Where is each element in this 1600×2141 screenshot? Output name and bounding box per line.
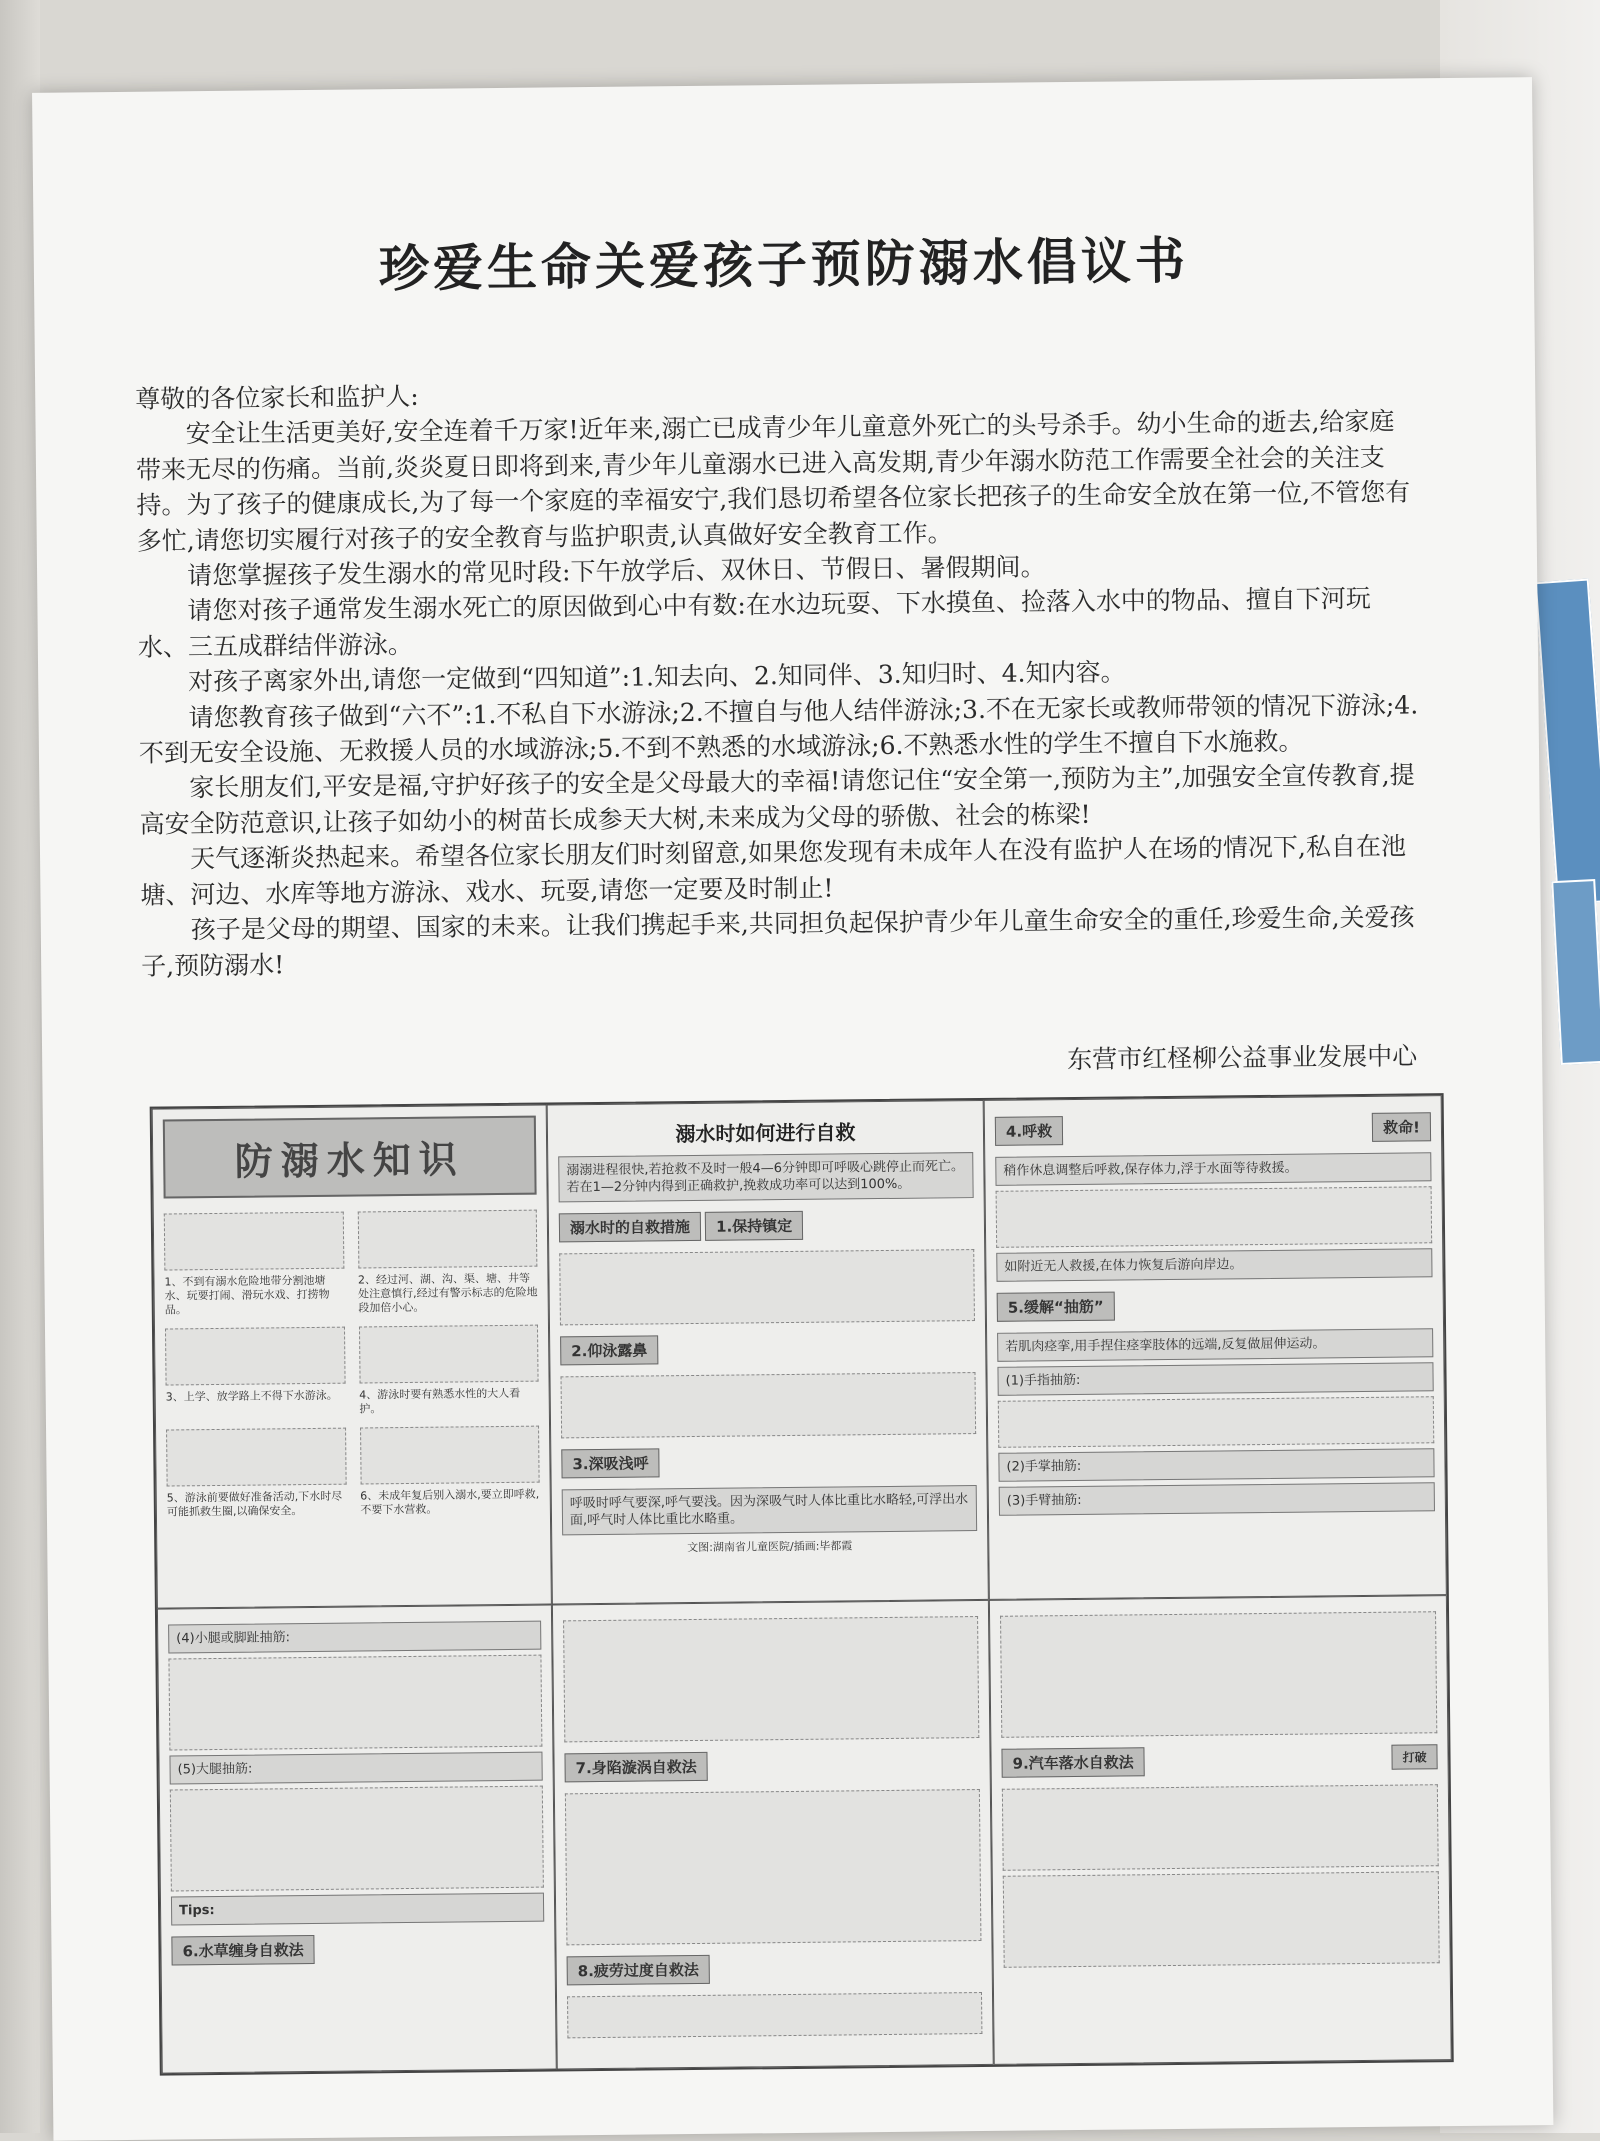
- self-rescue-measures: 溺水时的自救措施: [559, 1212, 701, 1242]
- poster-grid: [150, 1093, 1454, 2075]
- step5-title: 5.缓解“抽筋”: [997, 1292, 1115, 1322]
- document-title: 珍爱生命关爱孩子预防溺水倡议书: [378, 231, 1190, 299]
- illustration: [998, 1396, 1434, 1448]
- step4-title: 4.呼救: [995, 1116, 1063, 1146]
- leg-cramp-panel: [157, 1604, 557, 2073]
- illustration: [166, 1428, 346, 1487]
- source-credit: 文图:湖南省儿童医院/插画:毕都霞: [687, 1539, 853, 1555]
- step8-title: 8.疲劳过度自救法: [567, 1955, 710, 1985]
- knowledge-list: [164, 1205, 540, 1520]
- cramp-calf: (4)小腿或脚趾抽筋:: [168, 1621, 541, 1654]
- knowledge-title: 防溺水知识: [163, 1116, 537, 1199]
- knowledge-item: [358, 1320, 538, 1417]
- car-break-label: 打破: [1391, 1744, 1437, 1769]
- knowledge-panel: [152, 1105, 552, 1609]
- knowledge-item: [359, 1421, 539, 1518]
- illustration: [996, 1186, 1433, 1248]
- illustration: [563, 1616, 979, 1742]
- knowledge-caption: 6、未成年复后别入溺水,要立即呼救,不要下水营救。: [360, 1487, 540, 1517]
- cramp-arm: (3)手臂抽筋:: [999, 1482, 1435, 1516]
- illustration: [164, 1212, 344, 1271]
- illustration: [1003, 1871, 1440, 1968]
- step4-text: 稍作休息调整后呼救,保存体力,浮于水面等待救援。: [995, 1152, 1431, 1186]
- knowledge-caption: 4、游泳时要有熟悉水性的大人看护。: [359, 1386, 521, 1416]
- self-rescue-title: 溺水时如何进行自救: [675, 1120, 856, 1147]
- illustration: [170, 1786, 544, 1892]
- illustration: [358, 1325, 538, 1384]
- cramp-palm: (2)手掌抽筋:: [998, 1448, 1434, 1482]
- step6-title: 6.水草缠身自救法: [171, 1935, 314, 1965]
- tips-box: [171, 1893, 544, 1926]
- knowledge-item: [357, 1205, 538, 1316]
- knowledge-caption: 2、经过河、湖、沟、渠、塘、井等处注意慎行,经过有警示标志的危险地段加倍小心。: [357, 1271, 538, 1315]
- step9-title: 9.汽车落水自救法: [1001, 1747, 1144, 1777]
- step1-title: 1.保持镇定: [705, 1211, 803, 1241]
- step2-title: 2.仰泳露鼻: [560, 1335, 658, 1365]
- cramp-thigh: (5)大腿抽筋:: [169, 1752, 542, 1785]
- step7-title: 7.身陷漩涡自救法: [564, 1752, 707, 1782]
- illustration: [1000, 1611, 1437, 1738]
- knowledge-item: [165, 1322, 345, 1419]
- paragraph: 对孩子离家外出,请您一定做到“四知道”:1.知去向、2.知同伴、3.知归时、4.知内容。: [188, 657, 1126, 697]
- illustration: [565, 1789, 982, 1945]
- knowledge-item: [164, 1207, 345, 1318]
- illustration: [360, 1426, 540, 1485]
- step3-title: 3.深吸浅呼: [561, 1448, 659, 1478]
- paragraph: 天气逐渐炎热起来。希望各位家长朋友们时刻留意,如果您发现有未成年人在没有监护人在场的情况下,私自在池塘、河边、水库等地方游泳、戏水、玩耍,请您一定要及时制止!: [140, 831, 1407, 910]
- illustration: [559, 1249, 975, 1325]
- step4-note: 如附近无人救援,在体力恢复后游向岸边。: [996, 1248, 1432, 1282]
- illustration: [567, 1992, 982, 2038]
- help-cramp-panel: [984, 1095, 1447, 1600]
- illustration: [1002, 1784, 1439, 1871]
- knowledge-caption: 3、上学、放学路上不得下水游泳。: [165, 1388, 338, 1404]
- blue-card: [1551, 879, 1600, 1065]
- tips-label: Tips:: [179, 1903, 215, 1919]
- paragraph: 请您教育孩子做到“六不”:1.不私自下水游泳;2.不擅自与他人结伴游泳;3.不在无家长或教师带领的情况下游泳;4.不到无安全设施、无救援人员的水域游泳;5.不到不熟悉的水域游泳;6.不熟悉水性的学生不擅自下水施救。: [138, 690, 1419, 768]
- self-rescue-panel: [547, 1100, 989, 1605]
- illustration: [357, 1210, 537, 1269]
- illustration: [165, 1327, 345, 1386]
- knowledge-item: [166, 1423, 346, 1520]
- paragraph: 孩子是父母的期望、国家的未来。让我们携起手来,共同担负起保护青少年儿童生命安全的重任,珍爱生命,关爱孩子,预防溺水!: [141, 902, 1415, 981]
- knowledge-caption: 1、不到有溺水危险地带分割池塘水、玩要打闹、滑玩水戏、打捞物品。: [164, 1273, 330, 1317]
- knowledge-caption: 5、游泳前要做好准备活动,下水时尽可能抓救生圈,以确保安全。: [166, 1489, 343, 1519]
- self-rescue-intro: 溺溺进程很快,若抢救不及时一般4—6分钟即可呼吸心跳停止而死亡。若在1—2分钟内得到正确救护,挽救成功率可以达到100%。: [558, 1152, 973, 1202]
- paragraph: 请您掌握孩子发生溺水的常见时段:下午放学后、双休日、节假日、暑假期间。: [186, 552, 1046, 591]
- step5-text: 若肌肉痉挛,用手捏住痉挛肢体的远端,反复做屈伸运动。: [997, 1328, 1433, 1362]
- cramp-hand: (1)手指抽筋:: [997, 1362, 1433, 1396]
- illustration: [561, 1372, 977, 1438]
- paper-sheet: [32, 77, 1553, 2141]
- help-shout: 救命!: [1372, 1112, 1431, 1142]
- paragraph: 家长朋友们,平安是福,守护好孩子的安全是父母最大的幸福!请您记住“安全第一,预防为主”,加强安全宣传教育,提高安全防范意识,让孩子如幼小的树苗长成参天大树,未来成为父母的骄傲、社会的栋梁!: [139, 760, 1415, 839]
- illustration: [168, 1655, 542, 1751]
- paragraph: 安全让生活更美好,安全连着千万家!近年来,溺亡已成青少年儿童意外死亡的头号杀手。幼小生命的逝去,给家庭带来无尽的伤痛。当前,炎炎夏日即将到来,青少年儿童溺水已进入高发期,青少年溺水防范工作需要全社会的关注支持。为了孩子的健康成长,为了每一个家庭的幸福安宁,我们恳切希望各位家长把孩子的生命安全放在第一位,不管您有多忙,请您切实履行对孩子的安全教育与监护职责,认真做好安全教育工作。: [135, 407, 1411, 556]
- paragraph: 请您对孩子通常发生溺水死亡的原因做到心中有数:在水边玩耍、下水摸鱼、捡落入水中的物品、擅自下河玩水、三五成群结伴游泳。: [137, 584, 1372, 662]
- whirlpool-panel: [552, 1600, 994, 2070]
- salutation: 尊敬的各位家长和监护人:: [135, 381, 419, 414]
- car-panel: [989, 1595, 1452, 2065]
- document-body: [135, 368, 1421, 983]
- step3-text: 呼吸时呼气要深,呼气要浅。因为深吸气时人体比重比水略轻,可浮出水面,呼气时人体比重比水略重。: [562, 1485, 977, 1535]
- signature: 东营市红柽柳公益事业发展中心: [1067, 1041, 1418, 1075]
